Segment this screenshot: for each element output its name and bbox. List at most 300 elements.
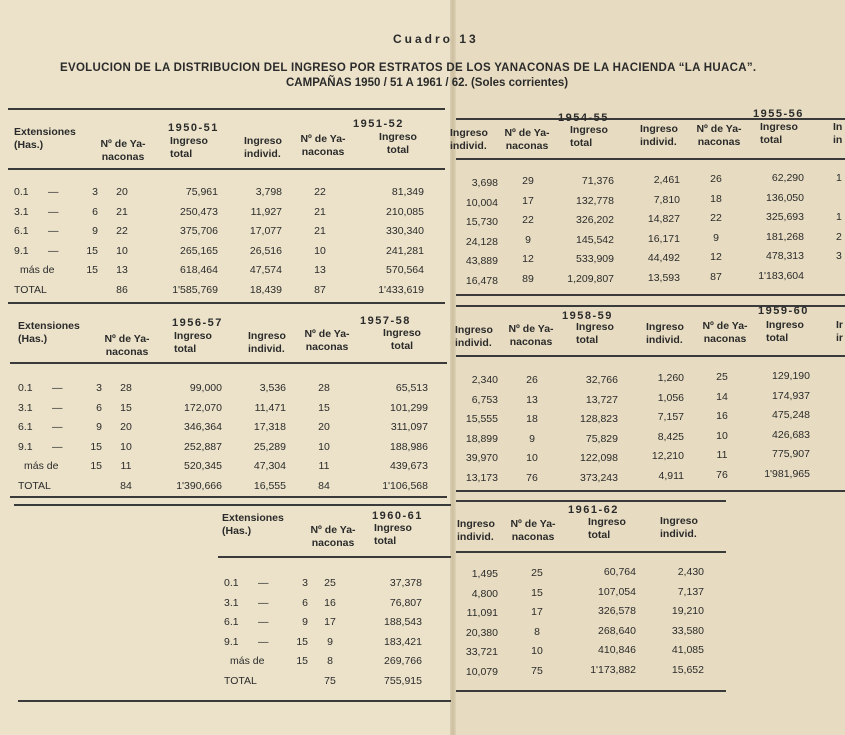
- block1-bottom-rule: [8, 302, 445, 304]
- block3-head-total1-l2: total: [174, 343, 197, 355]
- block2-total-1955-4: 478,313: [766, 250, 804, 262]
- block6-total-1961-5: 1'173,882: [590, 663, 636, 676]
- block1-n-1950-0: 20: [116, 186, 128, 198]
- block1-label-dash-3: —: [48, 244, 59, 257]
- block1-label-mas-de-value: 15: [86, 264, 98, 276]
- block2-indiv-1951-2: 15,730: [465, 216, 498, 228]
- block6-total-1961-1: 107,054: [598, 585, 636, 598]
- block3-label-high-1: 6: [96, 401, 102, 414]
- block3-total-1957-5: 1'106,568: [382, 479, 428, 492]
- block2-head-n1955-l1: Nº de Ya-: [696, 123, 742, 135]
- block5-total-1960-3: 183,421: [384, 635, 422, 648]
- block2-total-1955-2: 325,693: [766, 211, 804, 223]
- block4-indiv-1957-5: 13,173: [465, 471, 498, 484]
- block3-total-1956-3: 252,887: [184, 440, 222, 453]
- block2-indiv-1954-5: 13,593: [647, 271, 680, 284]
- block1-year-1951-52: 1951-52: [353, 118, 404, 130]
- block3-head-extensiones-l1: Extensiones: [18, 320, 80, 332]
- block3-n-1957-5: 84: [318, 479, 330, 492]
- block1-head-total2-l2: total: [386, 144, 410, 156]
- block5-n-1960-0: 25: [324, 577, 336, 589]
- block4-total-1959-5: 1'981,965: [764, 467, 810, 480]
- block1-head-n2-l1: Nº de Ya-: [300, 133, 346, 145]
- block1-n-1950-2: 22: [116, 225, 128, 237]
- block6-indiv-1960-3: 20,380: [465, 626, 498, 639]
- block4-n-1959-3: 10: [716, 429, 728, 442]
- block2-head-indiv1954-l2: individ.: [640, 136, 677, 148]
- block2-indiv-1951-3: 24,128: [465, 235, 498, 248]
- block2-n-1955-3: 9: [713, 231, 719, 244]
- block4-indiv-1958-3: 8,425: [657, 430, 684, 443]
- block3-indiv-1956-3: 25,289: [253, 440, 286, 453]
- block2-total-1954-3: 145,542: [576, 233, 614, 246]
- block5-year-1960-61: 1960-61: [372, 510, 423, 522]
- block1-head-total2: [370, 131, 426, 157]
- block5-total-1960-0: 37,378: [389, 577, 422, 589]
- block5-head-total-l2: total: [374, 535, 397, 547]
- block5-n-1960-1: 16: [324, 596, 336, 609]
- block5-label-high-3: 15: [296, 635, 308, 648]
- block3-year-1956-57: 1956-57: [172, 317, 223, 329]
- block6-total-1961-2: 326,578: [598, 605, 636, 617]
- block6-total-1961-0: 60,764: [603, 566, 636, 578]
- table-number: Cuadro 13: [393, 32, 479, 46]
- block6-n-1961-3: 8: [534, 625, 540, 638]
- block1-head-n1: [90, 138, 156, 164]
- block2-indiv-1951-5: 16,478: [465, 274, 498, 287]
- block1-label-high-3: 15: [86, 244, 98, 257]
- block2-n-1955-4: 12: [710, 251, 722, 263]
- block5-label-mas-de: más de: [230, 655, 265, 667]
- block3-n-1957-2: 20: [318, 421, 330, 433]
- block5-label-dash-3: —: [258, 635, 269, 648]
- block1-head-n1-l2: naconas: [101, 151, 145, 163]
- block6-head-indiv1961: [660, 515, 710, 541]
- block1-top-rule: [8, 108, 445, 110]
- block4-n-1959-0: 25: [716, 371, 728, 383]
- block3-head-n1-l1: Nº de Ya-: [104, 333, 150, 345]
- block1-label-total: TOTAL: [14, 283, 47, 296]
- block5-total-1960-1: 76,807: [389, 596, 422, 609]
- block2-total-1954-2: 326,202: [576, 214, 614, 226]
- block2-edge-digit-3: 2: [836, 230, 842, 243]
- block1-total-1951-3: 241,281: [386, 244, 424, 257]
- block6-top-rule: [456, 500, 726, 502]
- block2-edge-fragment-2: in: [833, 134, 843, 146]
- block3-total-1956-5: 1'390,666: [176, 479, 222, 492]
- block2-n-1954-5: 89: [522, 272, 534, 285]
- block1-head-extensiones-l2: (Has.): [14, 139, 44, 151]
- block2-total-1954-0: 71,376: [581, 175, 614, 187]
- block3-n-1956-4: 11: [120, 460, 132, 472]
- block3-total-1957-3: 188,986: [390, 440, 428, 453]
- block2-head-indiv1951-l1: Ingreso: [450, 127, 488, 139]
- block4-total-1958-4: 122,098: [580, 452, 618, 464]
- block4-total-1959-3: 426,683: [772, 428, 810, 441]
- table-title: EVOLUCION DE LA DISTRIBUCION DEL INGRESO POR ESTRATOS DE LOS YANACONAS DE LA HACIENDA “LA HUACA”.: [60, 62, 757, 74]
- block6-head-n1961: [502, 518, 564, 544]
- block2-indiv-1954-2: 14,827: [647, 213, 680, 225]
- block4-indiv-1957-3: 18,899: [465, 432, 498, 445]
- block4-n-1959-5: 76: [716, 468, 728, 481]
- block1-head-total1-l2: total: [170, 148, 193, 160]
- block2-head-indiv1951: [450, 127, 500, 153]
- block3-label-dash-1: —: [52, 401, 63, 414]
- block6-indiv-1961-0: 2,430: [677, 566, 704, 578]
- block5-top-rule: [14, 504, 451, 506]
- block2-total-1954-4: 533,909: [576, 253, 614, 265]
- block2-indiv-1954-3: 16,171: [647, 232, 680, 245]
- block3-n-1957-4: 11: [318, 460, 330, 472]
- block6-indiv-1961-4: 41,085: [671, 644, 704, 656]
- block2-edge-digit-4: 3: [836, 250, 842, 262]
- block2-edge-digit-0: 1: [836, 172, 842, 184]
- block5-n-1960-4: 8: [327, 655, 333, 667]
- block1-head-total1-l1: Ingreso: [170, 135, 208, 147]
- book-gutter: [450, 0, 456, 735]
- block3-head-n2: [294, 328, 360, 354]
- block4-head-indiv1957: [455, 324, 505, 350]
- block3-label-low-0: 0.1: [18, 382, 33, 394]
- block1-total-1951-4: 570,564: [386, 264, 424, 276]
- block6-indiv-1960-0: 1,495: [471, 568, 498, 580]
- block4-n-1958-0: 26: [526, 374, 538, 386]
- block6-n-1961-5: 75: [531, 664, 543, 677]
- block3-total-1957-0: 65,513: [395, 382, 428, 394]
- block2-head-indiv1954: [640, 123, 690, 149]
- block4-n-1958-4: 10: [526, 452, 538, 464]
- block1-head-n1-l1: Nº de Ya-: [100, 138, 146, 150]
- block2-total-1955-5: 1'183,604: [758, 269, 804, 282]
- block4-n-1959-1: 14: [716, 390, 728, 403]
- block1-indiv-1950-2: 17,077: [249, 225, 282, 237]
- block3-n-1957-0: 28: [318, 382, 330, 394]
- block3-bottom-rule: [10, 496, 447, 498]
- block2-head-total1954: [570, 124, 626, 150]
- block2-n-1954-1: 17: [522, 194, 534, 207]
- block1-indiv-1950-4: 47,574: [249, 264, 282, 276]
- block2-indiv-1954-1: 7,810: [653, 193, 680, 206]
- block3-label-high-0: 3: [96, 382, 102, 394]
- block5-n-1960-5: 75: [324, 674, 336, 687]
- block4-n-1958-2: 18: [526, 413, 538, 425]
- block1-head-total1: [170, 135, 230, 161]
- block2-total-1954-5: 1,209,807: [567, 272, 614, 285]
- block3-header-rule: [10, 362, 447, 364]
- block2-indiv-1951-0: 3,698: [471, 177, 498, 189]
- block4-bottom-rule: [456, 490, 845, 492]
- block4-head-indiv1957-l1: Ingreso: [455, 324, 493, 336]
- block4-total-1959-4: 775,907: [772, 448, 810, 460]
- block4-indiv-1957-4: 39,970: [465, 452, 498, 464]
- block1-indiv-1950-0: 3,798: [255, 186, 282, 198]
- block4-indiv-1957-1: 6,753: [471, 393, 498, 406]
- block3-label-mas-de: más de: [24, 460, 59, 472]
- block5-label-total: TOTAL: [224, 674, 257, 687]
- block6-indiv-1961-3: 33,580: [671, 624, 704, 637]
- block1-label-dash-2: —: [48, 225, 59, 237]
- block3-label-mas-de-value: 15: [90, 460, 102, 472]
- block6-head-total1961-l1: Ingreso: [588, 516, 626, 528]
- block4-n-1958-3: 9: [529, 432, 535, 445]
- block4-total-1959-0: 129,190: [772, 370, 810, 382]
- block6-n-1961-0: 25: [531, 567, 543, 579]
- block2-head-total1955-l2: total: [760, 134, 783, 146]
- block4-head-total1958: [576, 321, 632, 347]
- block3-label-dash-2: —: [52, 421, 63, 433]
- block2-n-1954-0: 29: [522, 175, 534, 187]
- block4-head-total1959-l2: total: [766, 332, 789, 344]
- block5-label-high-2: 9: [302, 616, 308, 628]
- block1-n-1950-4: 13: [116, 264, 128, 276]
- block6-total-1961-4: 410,846: [598, 644, 636, 656]
- block1-label-low-1: 3.1: [14, 205, 29, 218]
- block6-indiv-1961-2: 19,210: [671, 605, 704, 617]
- block1-head-indiv1-l1: Ingreso: [244, 135, 282, 147]
- block4-indiv-1957-0: 2,340: [471, 374, 498, 386]
- block4-head-total1958-l1: Ingreso: [576, 321, 614, 333]
- block3-head-indiv1-l1: Ingreso: [248, 330, 286, 342]
- block3-indiv-1956-2: 17,318: [253, 421, 286, 433]
- block2-indiv-1951-4: 43,889: [465, 255, 498, 267]
- block3-head-n1: [94, 333, 160, 359]
- block3-n-1956-5: 84: [120, 479, 132, 492]
- block4-indiv-1958-0: 1,260: [657, 372, 684, 384]
- block3-label-total: TOTAL: [18, 479, 51, 492]
- block2-n-1955-2: 22: [710, 212, 722, 224]
- block3-head-total1-l1: Ingreso: [174, 330, 212, 342]
- block5-head-n-l1: Nº de Ya-: [310, 524, 356, 536]
- block2-bottom-rule: [456, 294, 845, 296]
- block5-header-rule: [218, 556, 451, 558]
- block3-head-n1-l2: naconas: [105, 346, 149, 358]
- block4-head-indiv1957-l2: individ.: [455, 337, 492, 349]
- block1-label-dash-1: —: [48, 205, 59, 218]
- block1-total-1950-0: 75,961: [185, 186, 218, 198]
- block3-total-1956-2: 346,364: [184, 421, 222, 433]
- block3-total-1957-4: 439,673: [390, 460, 428, 472]
- block1-n-1951-4: 13: [314, 264, 326, 276]
- block5-label-low-0: 0.1: [224, 577, 239, 589]
- block5-label-mas-de-value: 15: [296, 655, 308, 667]
- block1-indiv-1950-5: 18,439: [249, 283, 282, 296]
- block4-indiv-1958-2: 7,157: [657, 411, 684, 423]
- block5-label-low-3: 9.1: [224, 635, 239, 648]
- block6-total-1961-3: 268,640: [598, 624, 636, 637]
- block1-total-1950-4: 618,464: [180, 264, 218, 276]
- block1-total-1951-1: 210,085: [386, 205, 424, 218]
- block4-head-total1958-l2: total: [576, 334, 599, 346]
- block2-head-n1954: [496, 127, 558, 153]
- block5-head-total-l1: Ingreso: [374, 522, 412, 534]
- block2-head-indiv1951-l2: individ.: [450, 140, 487, 152]
- block4-indiv-1957-2: 15,555: [465, 413, 498, 425]
- block3-n-1957-1: 15: [318, 401, 330, 414]
- block4-n-1958-1: 13: [526, 393, 538, 406]
- block3-n-1956-0: 28: [120, 382, 132, 394]
- block3-head-total2: [374, 327, 430, 353]
- block6-head-indiv1960-l2: individ.: [457, 531, 494, 543]
- block5-label-low-1: 3.1: [224, 596, 239, 609]
- block6-n-1961-2: 17: [531, 606, 543, 618]
- block5-total-1960-5: 755,915: [384, 674, 422, 687]
- block6-indiv-1961-5: 15,652: [671, 663, 704, 676]
- block2-n-1954-4: 12: [522, 253, 534, 265]
- block1-total-1951-2: 330,340: [386, 225, 424, 237]
- block4-indiv-1958-4: 12,210: [651, 450, 684, 462]
- block4-indiv-1958-5: 4,911: [658, 469, 684, 482]
- block4-head-indiv1958: [646, 321, 696, 347]
- block2-head-total1954-l1: Ingreso: [570, 124, 608, 136]
- block6-head-indiv1960-l1: Ingreso: [457, 518, 495, 530]
- block2-total-1955-3: 181,268: [766, 230, 804, 243]
- block5-n-1960-3: 9: [327, 635, 333, 648]
- block3-n-1956-2: 20: [120, 421, 132, 433]
- block3-label-dash-3: —: [52, 440, 63, 453]
- block6-head-total1961-l2: total: [588, 529, 611, 541]
- block1-year-1950-51: 1950-51: [168, 122, 219, 134]
- block3-label-low-1: 3.1: [18, 401, 33, 414]
- block6-indiv-1960-4: 33,721: [465, 646, 498, 658]
- block1-header-rule: [8, 168, 445, 170]
- block5-total-1960-2: 188,543: [384, 616, 422, 628]
- block5-label-high-0: 3: [302, 577, 308, 589]
- block3-head-total2-l1: Ingreso: [383, 327, 421, 339]
- block3-indiv-1956-5: 16,555: [253, 479, 286, 492]
- block3-total-1957-2: 311,097: [390, 421, 428, 433]
- block3-label-low-2: 6.1: [18, 421, 33, 433]
- block2-indiv-1954-4: 44,492: [647, 252, 680, 264]
- block2-head-n1955: [688, 123, 750, 149]
- block3-head-extensiones-l2: (Has.): [18, 333, 48, 345]
- block4-year-1959-60: 1959-60: [758, 305, 809, 317]
- block6-n-1961-1: 15: [531, 586, 543, 599]
- block6-indiv-1960-1: 4,800: [471, 587, 498, 600]
- block6-head-total1961: [588, 516, 644, 542]
- block4-head-n1958-l1: Nº de Ya-: [508, 323, 554, 335]
- block1-indiv-1950-3: 26,516: [249, 244, 282, 257]
- block4-head-indiv1958-l2: individ.: [646, 334, 683, 346]
- block4-head-n1959-l2: naconas: [703, 333, 747, 345]
- block2-indiv-1954-0: 2,461: [653, 174, 680, 186]
- block5-n-1960-2: 17: [324, 616, 336, 628]
- block3-indiv-1956-4: 47,304: [253, 460, 286, 472]
- block1-indiv-1950-1: 11,927: [250, 205, 282, 218]
- block1-total-1951-5: 1'433,619: [378, 283, 424, 296]
- block4-edge-fragment-1: Ir: [836, 319, 844, 331]
- block3-label-dash-0: —: [52, 382, 63, 394]
- block4-indiv-1958-1: 1,056: [657, 391, 684, 404]
- block3-n-1956-1: 15: [120, 401, 132, 414]
- block2-n-1955-1: 18: [710, 192, 722, 205]
- block6-header-rule: [456, 551, 726, 553]
- block2-head-n1955-l2: naconas: [697, 136, 741, 148]
- block5-bottom-rule: [18, 700, 451, 702]
- block1-total-1950-1: 250,473: [180, 205, 218, 218]
- block6-head-n1961-l1: Nº de Ya-: [510, 518, 556, 530]
- block6-year-1961-62: 1961-62: [568, 504, 619, 516]
- block2-n-1955-0: 26: [710, 173, 722, 185]
- block3-total-1956-4: 520,345: [184, 460, 222, 472]
- block4-n-1959-2: 16: [716, 410, 728, 422]
- block2-header-rule: [456, 158, 845, 160]
- block2-head-total1955: [760, 121, 816, 147]
- block5-label-high-1: 6: [302, 596, 308, 609]
- block2-total-1955-0: 62,290: [771, 172, 804, 184]
- block5-head-n: [300, 524, 366, 550]
- block6-head-indiv1961-l1: Ingreso: [660, 515, 698, 527]
- block4-head-total1959-l1: Ingreso: [766, 319, 804, 331]
- block1-n-1950-5: 86: [116, 283, 128, 296]
- block3-head-indiv1-l2: individ.: [248, 343, 285, 355]
- block4-head-total1959: [766, 319, 822, 345]
- block1-head-total2-l1: Ingreso: [379, 131, 417, 143]
- block2-year-1954-55: 1954-55: [558, 112, 609, 124]
- block4-total-1958-5: 373,243: [580, 471, 618, 484]
- block1-total-1950-5: 1'585,769: [172, 283, 218, 296]
- block5-label-dash-1: —: [258, 596, 269, 609]
- block5-label-dash-0: —: [258, 577, 269, 589]
- block6-head-n1961-l2: naconas: [511, 531, 555, 543]
- block1-label-low-2: 6.1: [14, 225, 29, 237]
- block1-label-high-1: 6: [92, 205, 98, 218]
- block3-head-total1: [174, 330, 234, 356]
- block2-total-1955-1: 136,050: [766, 191, 804, 204]
- block1-label-mas-de: más de: [20, 264, 55, 276]
- block2-n-1954-3: 9: [525, 233, 531, 246]
- block3-label-low-3: 9.1: [18, 440, 33, 453]
- block1-head-n2: [290, 133, 356, 159]
- block5-label-low-2: 6.1: [224, 616, 239, 628]
- block5-total-1960-4: 269,766: [384, 655, 422, 667]
- block3-head-total2-l2: total: [390, 340, 414, 352]
- block3-n-1956-3: 10: [120, 440, 132, 453]
- block1-total-1950-2: 375,706: [180, 225, 218, 237]
- block3-total-1957-1: 101,299: [390, 401, 428, 414]
- block3-head-n2-l1: Nº de Ya-: [304, 328, 350, 340]
- block4-edge-fragment-2: ir: [836, 332, 844, 344]
- block4-head-n1958: [500, 323, 562, 349]
- block1-label-low-0: 0.1: [14, 186, 29, 198]
- block1-head-n2-l2: naconas: [301, 146, 345, 158]
- block1-n-1951-1: 21: [314, 205, 326, 218]
- block3-label-high-3: 15: [90, 440, 102, 453]
- block1-head-extensiones-l1: Extensiones: [14, 126, 76, 138]
- block1-n-1951-0: 22: [314, 186, 326, 198]
- block1-head-indiv1-l2: individ.: [244, 148, 281, 160]
- block6-head-indiv1960: [457, 518, 507, 544]
- block4-n-1958-5: 76: [526, 471, 538, 484]
- block2-head-n1954-l2: naconas: [505, 140, 549, 152]
- block2-edge-fragment-1: In: [833, 121, 843, 133]
- block1-label-high-0: 3: [92, 186, 98, 198]
- block3-indiv-1956-1: 11,471: [254, 401, 286, 414]
- block3-n-1957-3: 10: [318, 440, 330, 453]
- block2-head-total1954-l2: total: [570, 137, 593, 149]
- block4-header-rule: [456, 355, 845, 357]
- block3-label-high-2: 9: [96, 421, 102, 433]
- block3-year-1957-58: 1957-58: [360, 315, 411, 327]
- block4-head-indiv1958-l1: Ingreso: [646, 321, 684, 333]
- block6-n-1961-4: 10: [531, 645, 543, 657]
- block6-head-indiv1961-l2: individ.: [660, 528, 697, 540]
- block3-total-1956-0: 99,000: [189, 382, 222, 394]
- block5-label-dash-2: —: [258, 616, 269, 628]
- block4-total-1958-2: 128,823: [580, 413, 618, 425]
- block3-indiv-1956-0: 3,536: [259, 382, 286, 394]
- block6-indiv-1960-5: 10,079: [465, 665, 498, 678]
- table-subtitle: CAMPAÑAS 1950 / 51 A 1961 / 62. (Soles corrientes): [286, 77, 569, 89]
